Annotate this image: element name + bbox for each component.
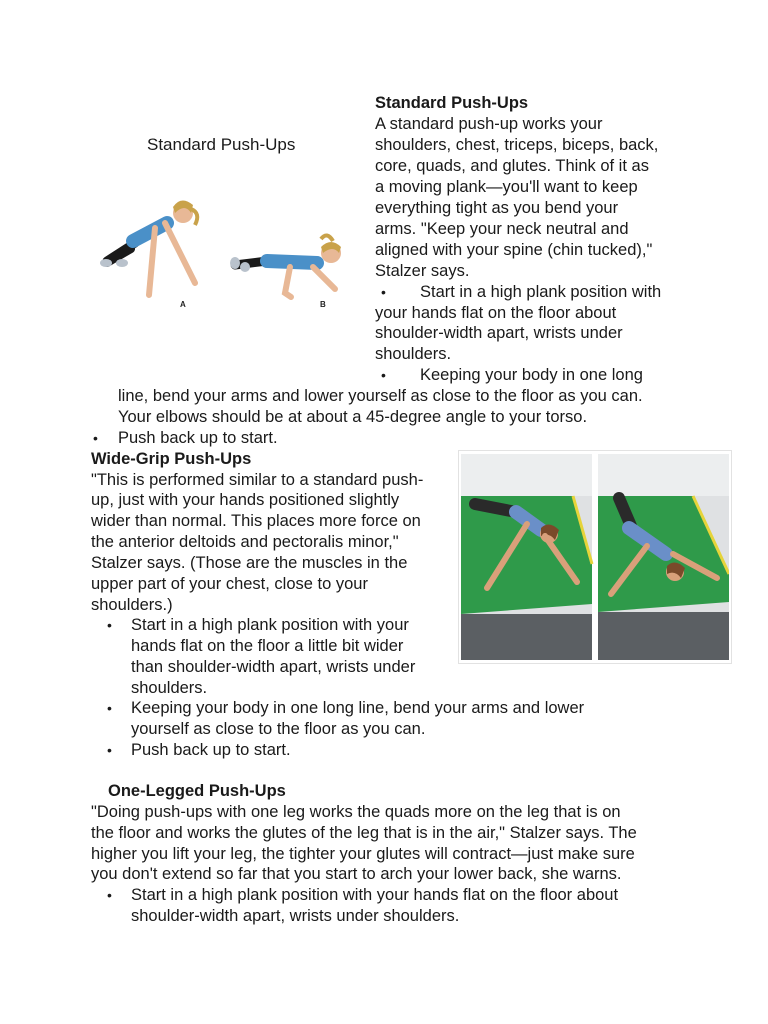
text-line: "Doing push-ups with one leg works the quads more on the leg that is on (91, 803, 621, 821)
text-line: up, just with your hands positioned slightly (91, 491, 400, 509)
text-line: Keeping your body in one long (420, 366, 643, 384)
bullet-icon: • (381, 367, 386, 383)
figure-caption: Standard Push-Ups (147, 135, 296, 154)
text-line: everything tight as you bend your (375, 199, 619, 217)
text-line: Start in a high plank position with (420, 283, 662, 301)
text-line: A standard push-up works your (375, 115, 603, 133)
standard-pushup-figure (95, 128, 355, 318)
text-line: wider than normal. This places more force on (91, 512, 421, 530)
text-line: higher you lift your leg, the tighter your glutes will contract—just make sure (91, 845, 635, 863)
text-line: Stalzer says. (Those are the muscles in the (91, 554, 408, 572)
text-line: core, quads, and glutes. Think of it as (375, 157, 649, 175)
text-line: shoulders.) (91, 596, 173, 614)
wide-grip-photo-pair (458, 450, 732, 664)
figure-label-a: A (180, 300, 186, 309)
text-line: hands flat on the floor a little bit wider (131, 637, 404, 655)
bullet-icon: • (381, 284, 386, 300)
text-line: you don't extend so far that you start to arch your lower back, she warns. (91, 865, 622, 883)
text-line: Keeping your body in one long line, bend your arms and lower (131, 699, 585, 717)
text-line: Start in a high plank position with your (131, 616, 409, 634)
text-line: the anterior deltoids and pectoralis minor," (91, 533, 399, 551)
text-line: "This is performed similar to a standard push- (91, 471, 424, 489)
text-line: shoulder-width apart, wrists under (375, 324, 623, 342)
push-up-figure-a (100, 200, 197, 295)
bullet-icon: • (107, 887, 112, 903)
wide-grip-heading: Wide-Grip Push-Ups (91, 450, 252, 468)
bullet-icon: • (93, 430, 98, 446)
text-line: upper part of your chest, close to your (91, 575, 368, 593)
wide-grip-photo-icon (461, 454, 729, 660)
text-line: the floor and works the glutes of the leg that is in the air," Stalzer says. The (91, 824, 637, 842)
text-line: aligned with your spine (chin tucked)," (375, 241, 653, 259)
text-line: shoulder-width apart, wrists under shoulders. (131, 907, 460, 925)
text-line: shoulders. (375, 345, 452, 363)
figure-label-b: B (320, 300, 326, 309)
bullet-icon: • (107, 742, 112, 758)
bullet-icon: • (107, 617, 112, 633)
text-line: Stalzer says. (375, 262, 470, 280)
text-line: than shoulder-width apart, wrists under (131, 658, 416, 676)
text-line: line, bend your arms and lower yourself as close to the floor as you can. (118, 387, 643, 405)
wide-grip-photo-up (461, 454, 592, 660)
text-line: your hands flat on the floor about (375, 304, 617, 322)
text-line: a moving plank—you'll want to keep (375, 178, 638, 196)
push-up-figure-a-icon (95, 183, 355, 313)
one-legged-heading: One-Legged Push-Ups (108, 782, 286, 800)
push-up-figure-b (230, 235, 341, 297)
text-line: yourself as close to the floor as you can. (131, 720, 426, 738)
text-line: arms. "Keep your neck neutral and (375, 220, 629, 238)
text-line: Push back up to start. (118, 429, 278, 447)
text-line: Your elbows should be at about a 45-degree angle to your torso. (118, 408, 588, 426)
text-line: shoulders, chest, triceps, biceps, back, (375, 136, 659, 154)
wide-grip-photo-down (598, 454, 729, 660)
text-line: shoulders. (131, 679, 208, 697)
standard-heading: Standard Push-Ups (375, 94, 529, 112)
bullet-icon: • (107, 700, 112, 716)
text-line: Push back up to start. (131, 741, 291, 759)
text-line: Start in a high plank position with your hands flat on the floor about (131, 886, 619, 904)
